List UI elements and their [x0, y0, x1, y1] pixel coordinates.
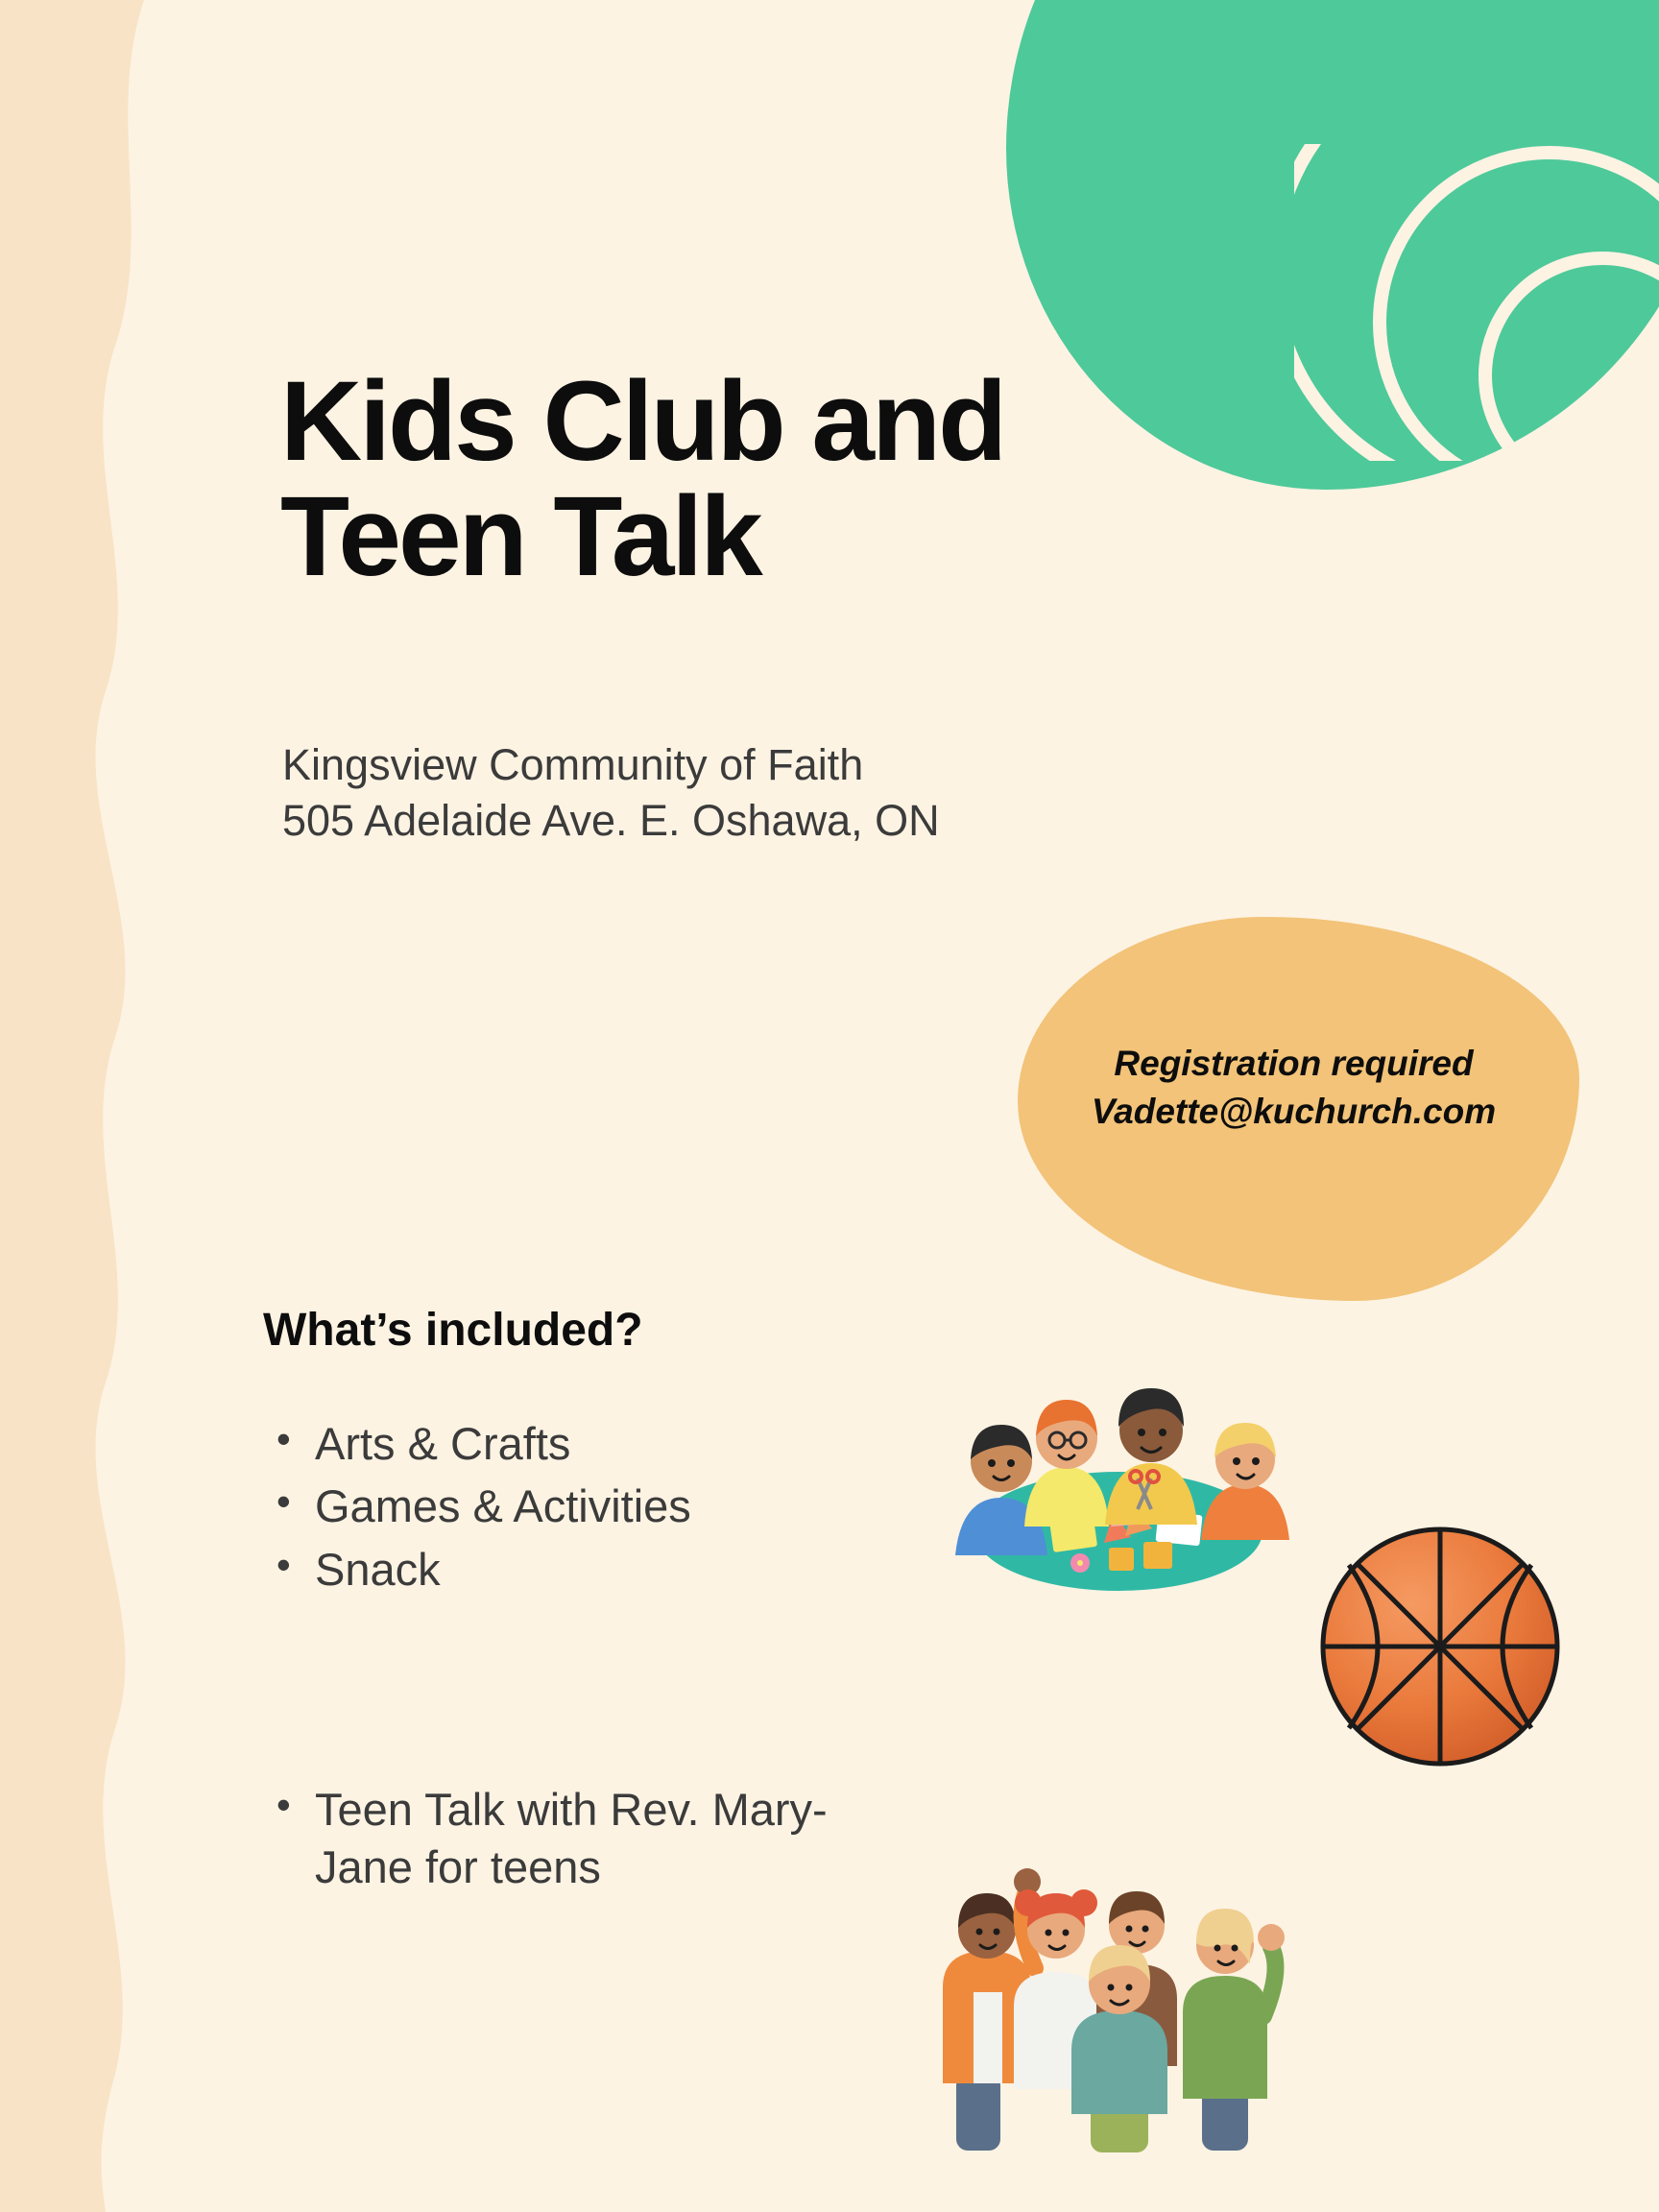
- registration-email: Vadette@kuchurch.com: [1091, 1091, 1497, 1131]
- venue-name: Kingsview Community of Faith: [282, 740, 864, 789]
- title-line-1: Kids Club and: [280, 358, 1005, 486]
- venue-address: [282, 737, 1146, 848]
- list-item: • Teen Talk with Rev. Mary-Jane for teens: [269, 1781, 883, 1896]
- included-heading: What’s included?: [263, 1305, 643, 1356]
- basketball-illustration: [1320, 1527, 1560, 1767]
- teen-talk-list: [269, 1781, 883, 1896]
- venue-street: 505 Adelaide Ave. E. Oshawa, ON: [282, 795, 940, 845]
- title-line-2: Teen Talk: [280, 473, 760, 601]
- registration-text: [1018, 1040, 1570, 1136]
- kids-crafts-illustration: [917, 1334, 1320, 1623]
- included-list: [269, 1416, 941, 1604]
- list-item: • Games & Activities: [269, 1479, 941, 1533]
- concentric-arcs-decoration: [1294, 144, 1659, 461]
- registration-line-1: Registration required: [1114, 1044, 1474, 1083]
- list-item: • Arts & Crafts: [269, 1416, 941, 1471]
- registration-badge: [1018, 917, 1579, 1301]
- list-item: • Snack: [269, 1542, 941, 1597]
- poster-title: [280, 358, 1240, 601]
- left-wave-shape: [0, 0, 221, 2212]
- teens-group-illustration: [922, 1824, 1301, 2160]
